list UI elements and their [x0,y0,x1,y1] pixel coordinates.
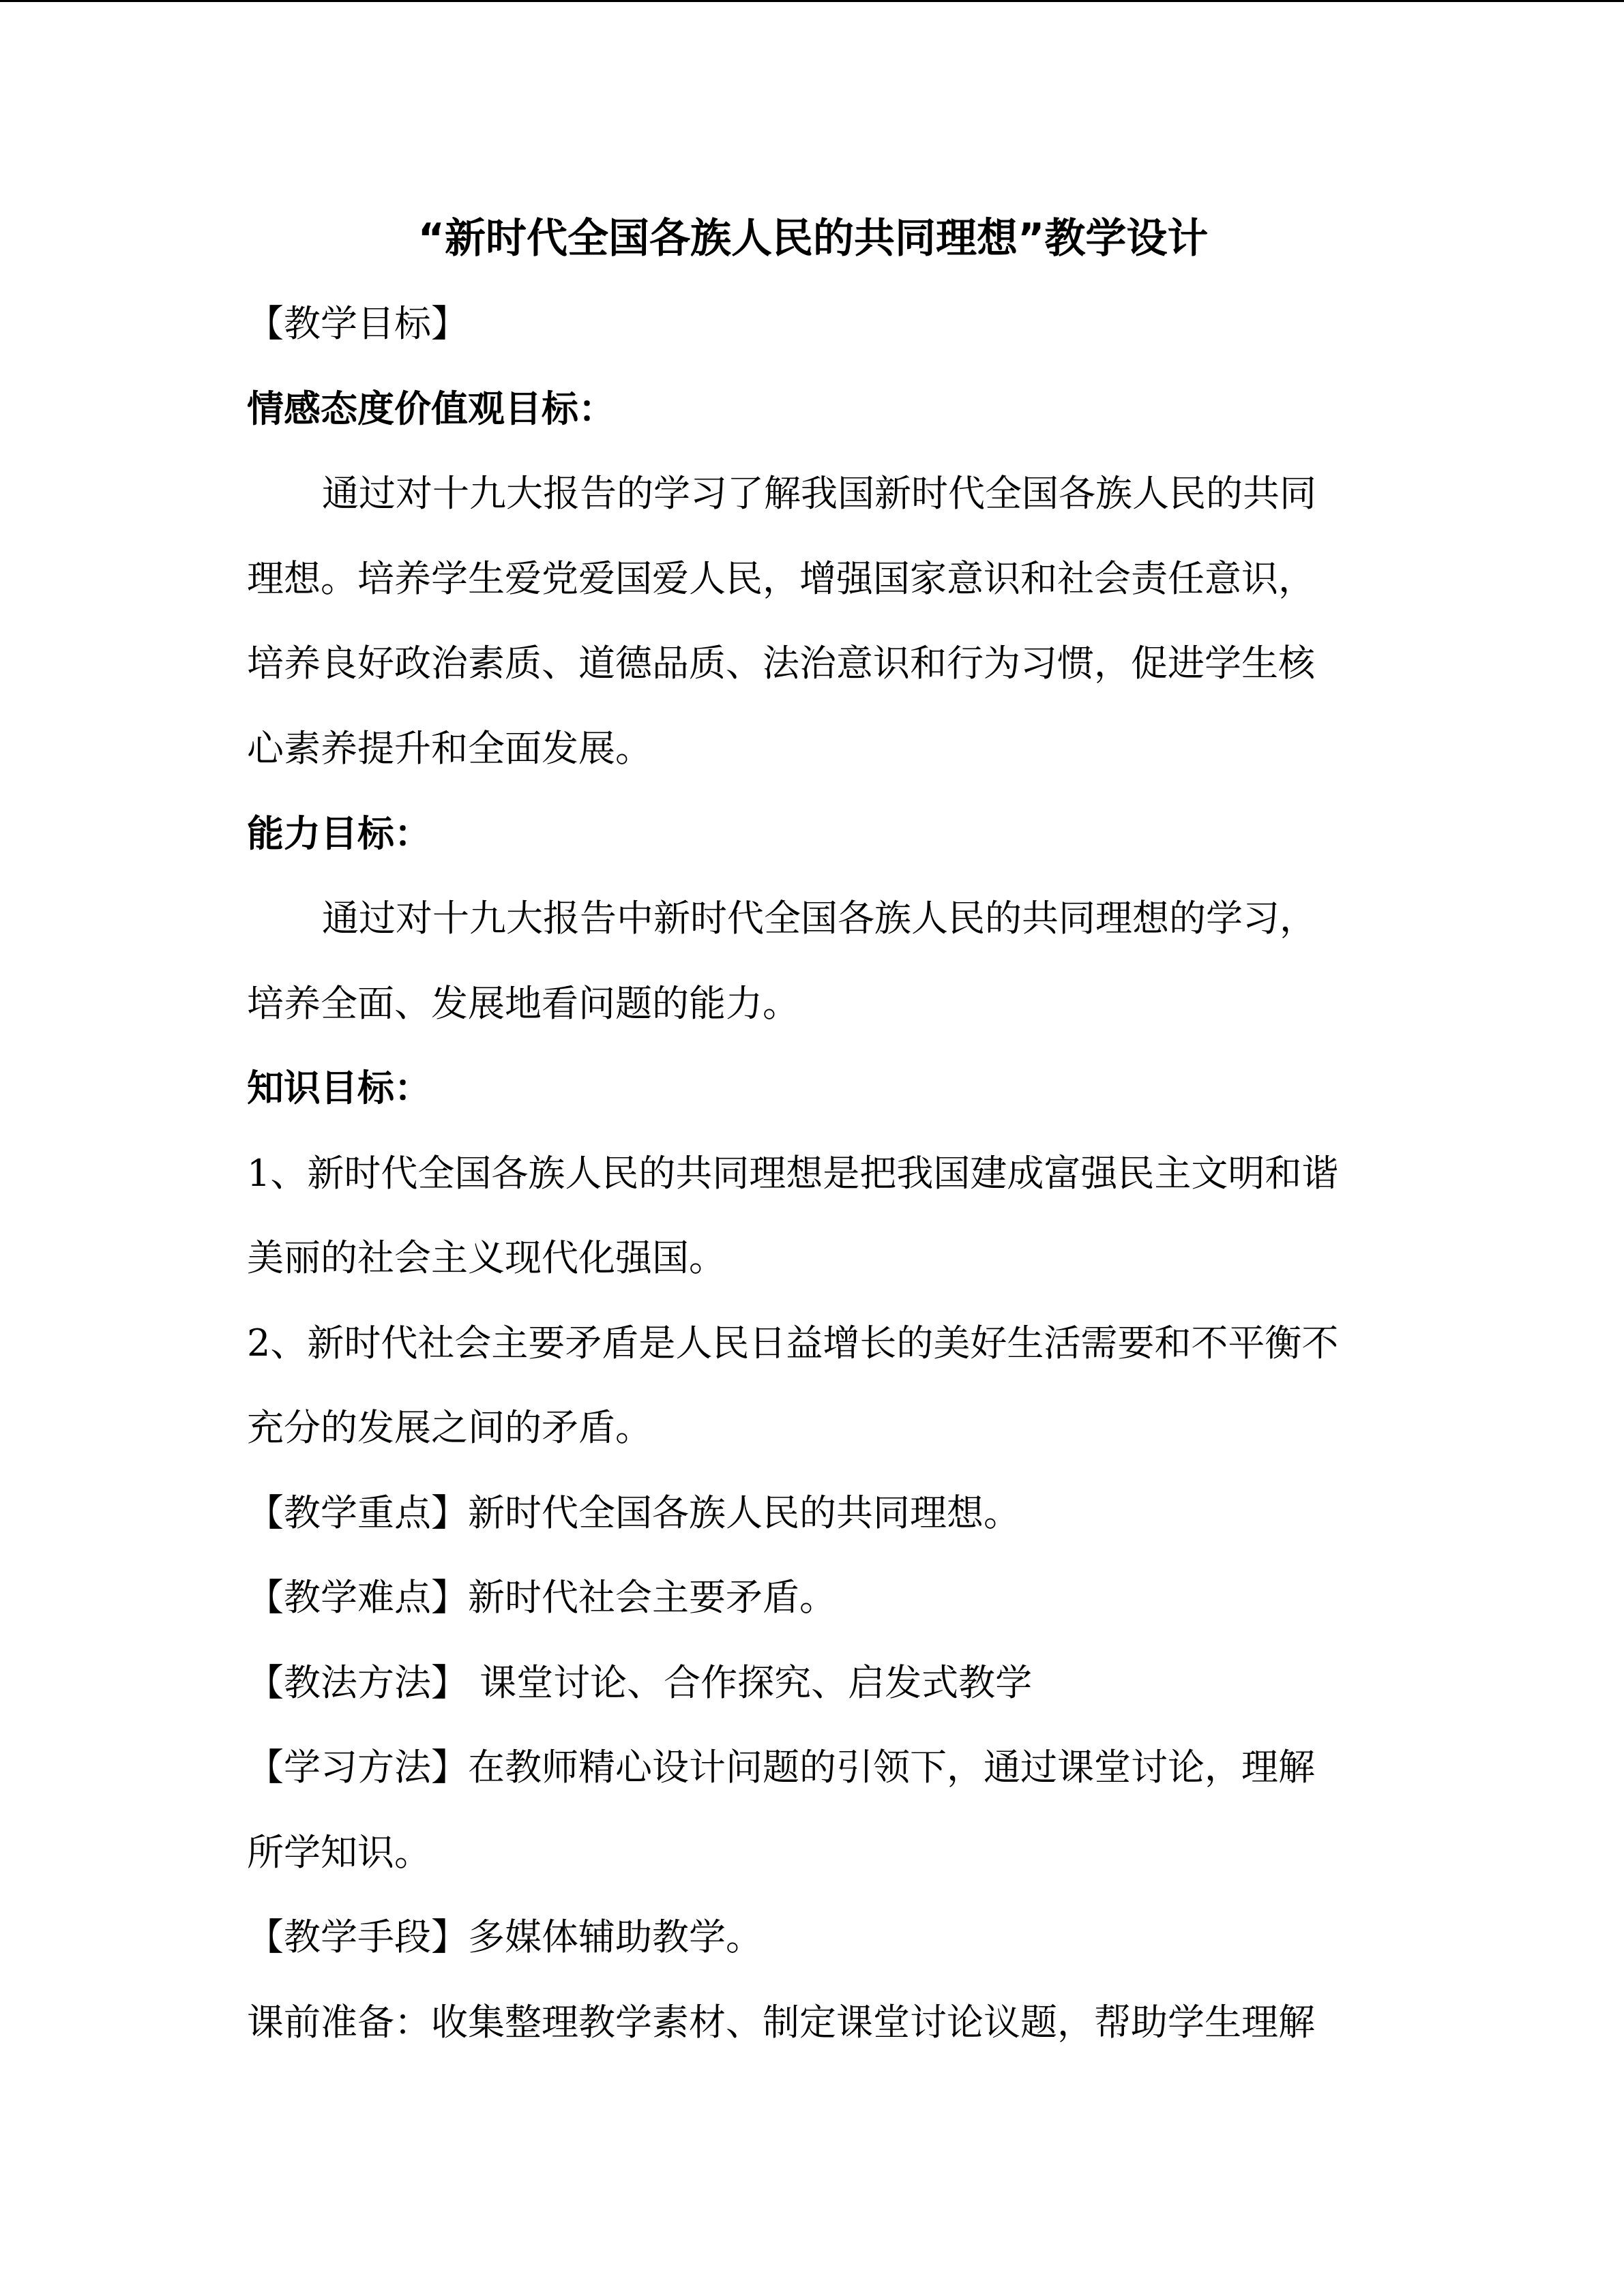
knowledge-objective-line: 充分的发展之间的矛盾。 [247,1406,652,1449]
objectives-heading: 【教学目标】 [247,302,468,345]
knowledge-objective-line: 美丽的社会主义现代化强国。 [247,1236,726,1279]
emotional-objective-heading: 情感态度价值观目标： [247,387,615,430]
ability-objective-line: 培养全面、发展地看问题的能力。 [247,982,799,1025]
learning-method-line: 所学知识。 [247,1831,431,1874]
learning-method-line: 【学习方法】在教师精心设计问题的引领下，通过课堂讨论，理解 [247,1746,1315,1789]
teaching-method-line: 【教法方法】 课堂讨论、合作探究、启发式教学 [247,1661,1033,1704]
key-point-line: 【教学重点】新时代全国各族人民的共同理想。 [247,1491,1020,1534]
ability-objective-heading: 能力目标： [247,812,431,855]
ability-objective-line: 通过对十九大报告中新时代全国各族人民的共同理想的学习， [322,897,1316,940]
knowledge-objective-line: 2、新时代社会主要矛盾是人民日益增长的美好生活需要和不平衡不 [247,1322,1339,1365]
emotional-objective-line: 通过对十九大报告的学习了解我国新时代全国各族人民的共同 [322,472,1316,515]
knowledge-objective-heading: 知识目标： [247,1067,431,1109]
emotional-objective-line: 理想。培养学生爱党爱国爱人民，增强国家意识和社会责任意识， [247,557,1315,600]
teaching-means-line: 【教学手段】多媒体辅助教学。 [247,1915,763,1958]
document-title: “新时代全国各族人民的共同理想”教学设计 [417,215,1209,263]
knowledge-objective-line: 1、新时代全国各族人民的共同理想是把我国建成富强民主文明和谐 [247,1152,1339,1195]
page-top-border [0,0,1624,2]
difficulty-line: 【教学难点】新时代社会主要矛盾。 [247,1576,836,1619]
emotional-objective-line: 心素养提升和全面发展。 [247,727,652,770]
emotional-objective-line: 培养良好政治素质、道德品质、法治意识和行为习惯，促进学生核 [247,642,1315,685]
preparation-line: 课前准备：收集整理教学素材、制定课堂讨论议题，帮助学生理解 [247,2001,1315,2044]
